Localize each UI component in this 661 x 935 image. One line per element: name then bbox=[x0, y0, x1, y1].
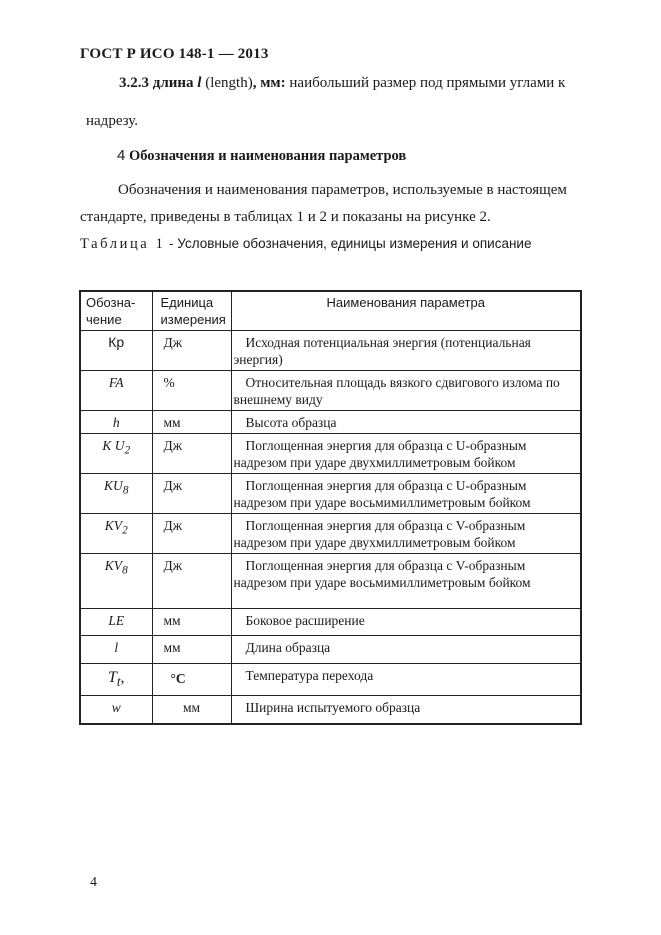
table-row bbox=[80, 434, 581, 474]
row-description: Поглощенная энергия для образца с V-образным надрезом при ударе двухмиллиметровым бойком bbox=[231, 514, 581, 554]
definition-unit: , мм: bbox=[252, 75, 286, 91]
row-unit: Дж bbox=[152, 554, 231, 609]
definition-line-2: надрезу. bbox=[86, 113, 139, 129]
row-unit: мм bbox=[152, 411, 231, 434]
table-row bbox=[80, 514, 581, 554]
table-row bbox=[80, 411, 581, 434]
table-row bbox=[80, 371, 581, 411]
row-description: Боковое расширение bbox=[231, 609, 581, 636]
definition-term: длина bbox=[152, 75, 194, 91]
row-symbol: LE bbox=[80, 609, 152, 636]
table-row bbox=[80, 636, 581, 664]
row-symbol: Кр bbox=[80, 331, 152, 371]
row-unit: % bbox=[152, 371, 231, 411]
section-heading bbox=[117, 147, 406, 165]
row-description: Относительная площадь вязкого сдвигового излома по внешнему виду bbox=[231, 371, 581, 411]
row-description: Поглощенная энергия для образца с U-образным надрезом при ударе восьмимиллиметровым бойком bbox=[231, 474, 581, 514]
row-symbol: $KV_2$ bbox=[80, 514, 152, 554]
row-description: Высота образца bbox=[231, 411, 581, 434]
row-unit: Дж bbox=[152, 514, 231, 554]
document-header: ГОСТ Р ИСО 148-1 — 2013 bbox=[80, 46, 269, 62]
row-symbol: $KU_8$ bbox=[80, 474, 152, 514]
table-row bbox=[80, 609, 581, 636]
row-description: Ширина испытуемого образца bbox=[231, 696, 581, 724]
row-symbol: K $U_2$ bbox=[80, 434, 152, 474]
table-row bbox=[80, 331, 581, 371]
table-row bbox=[80, 696, 581, 724]
row-symbol: h bbox=[80, 411, 152, 434]
definition-symbol: l bbox=[197, 75, 202, 91]
row-symbol: $T_t$, bbox=[80, 664, 152, 696]
paragraph-line-1: Обозначения и наименования параметров, используемые в настоящем bbox=[118, 182, 567, 198]
section-title: Обозначения и наименования параметров bbox=[128, 148, 407, 164]
symbols-table bbox=[79, 290, 582, 725]
row-unit: мм bbox=[152, 636, 231, 664]
table-row bbox=[80, 474, 581, 514]
table-row bbox=[80, 554, 581, 609]
row-unit: мм bbox=[152, 609, 231, 636]
header-name: Наименования параметра bbox=[231, 291, 581, 331]
row-description: Исходная потенциальная энергия (потенциальная энергия) bbox=[231, 331, 581, 371]
row-symbol: w bbox=[80, 696, 152, 724]
row-description: Температура перехода bbox=[231, 664, 581, 696]
header-unit: Единица измерения bbox=[152, 291, 231, 331]
page-number: 4 bbox=[90, 875, 97, 890]
table-caption-text: - Условные обозначения, единицы измерения и описание bbox=[169, 236, 532, 251]
row-description: Поглощенная энергия для образца с V-образным надрезом при ударе восьмимиллиметровым бойком bbox=[231, 554, 581, 609]
header-symbol: Обозна- чение bbox=[80, 291, 152, 331]
row-symbol: l bbox=[80, 636, 152, 664]
row-unit: Дж bbox=[152, 474, 231, 514]
row-symbol: FA bbox=[80, 371, 152, 411]
table-caption bbox=[80, 236, 531, 253]
definition-line-1 bbox=[119, 75, 565, 92]
row-unit: °C bbox=[152, 664, 231, 696]
row-unit: Дж bbox=[152, 331, 231, 371]
definition-english: (length) bbox=[205, 75, 253, 91]
row-symbol: $KV_8$ bbox=[80, 554, 152, 609]
table-row bbox=[80, 664, 581, 696]
row-description: Поглощенная энергия для образца с U-образным надрезом при ударе двухмиллиметровым бойком bbox=[231, 434, 581, 474]
paragraph-line-2: стандарте, приведены в таблицах 1 и 2 и показаны на рисунке 2. bbox=[80, 209, 491, 225]
row-unit: мм bbox=[152, 696, 231, 724]
definition-number: 3.2.3 bbox=[119, 75, 149, 91]
definition-text: наибольший размер под прямыми углами к bbox=[289, 75, 566, 91]
row-unit: Дж bbox=[152, 434, 231, 474]
section-number: 4 bbox=[117, 147, 126, 164]
table-caption-label: Таблица 1 bbox=[80, 236, 166, 252]
row-description: Длина образца bbox=[231, 636, 581, 664]
